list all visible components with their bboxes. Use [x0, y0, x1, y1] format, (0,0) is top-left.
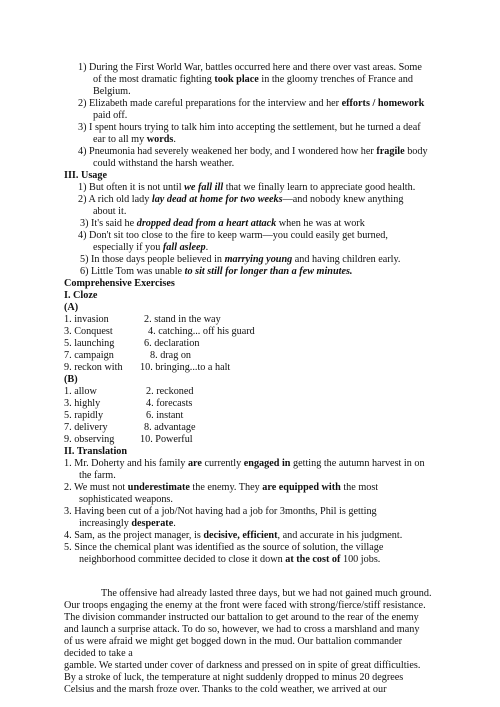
- passage-line-1: The offensive had already lasted three days, but we had not gained much ground.: [101, 588, 432, 599]
- cloze-a-3: 3. Conquest: [64, 326, 113, 337]
- translation-5-cont: neighborhood committee decided to close it down at the cost of 100 jobs.: [79, 554, 381, 565]
- vocab-item-2-line-2: paid off.: [93, 110, 128, 121]
- vocab-item-3-line-2: ear to all my words.: [93, 134, 176, 145]
- usage-heading: III. Usage: [64, 170, 108, 181]
- cloze-b-8: 8. advantage: [144, 422, 196, 433]
- cloze-b-4: 4. forecasts: [146, 398, 193, 409]
- cloze-a-9: 9. reckon with: [64, 362, 123, 373]
- passage-line-8: By a stroke of luck, the temperature at night suddenly dropped to minus 20 degrees: [64, 672, 404, 683]
- translation-5: 5. Since the chemical plant was identified as the source of solution, the village: [64, 542, 384, 553]
- cloze-b-3: 3. highly: [64, 398, 101, 409]
- cloze-a-6: 6. declaration: [144, 338, 200, 349]
- comprehensive-heading: Comprehensive Exercises: [64, 278, 175, 289]
- usage-item-3: 3) It's said he dropped dead from a heart attack when he was at work: [80, 218, 365, 229]
- cloze-b-2: 2. reckoned: [146, 386, 194, 397]
- usage-item-4: 4) Don't sit too close to the fire to keep warm—you could easily get burned,: [78, 230, 388, 241]
- translation-3: 3. Having been cut of a job/Not having had a job for 3months, Phil is getting: [64, 506, 377, 517]
- cloze-b-7: 7. delivery: [64, 422, 108, 433]
- usage-item-1: 1) But often it is not until we fall ill that we finally learn to appreciate good health.: [78, 182, 416, 193]
- passage-line-6: decided to take a: [64, 648, 133, 659]
- cloze-a-4: 4. catching... off his guard: [148, 326, 255, 337]
- passage-line-4: and launch a surprise attack. To do so, however, we had to cross a marshland and many: [64, 624, 420, 635]
- cloze-a-5: 5. launching: [64, 338, 115, 349]
- answer-took-place: took place: [214, 74, 259, 85]
- cloze-b-9: 9. observing: [64, 434, 115, 445]
- translation-heading: II. Translation: [64, 446, 128, 457]
- cloze-b-1: 1. allow: [64, 386, 97, 397]
- answer-words: words: [146, 134, 174, 145]
- passage-line-3: The division commander instructed our battalion to get around to the rear of the enemy: [64, 612, 419, 623]
- vocab-item-2-line-1: 2) Elizabeth made careful preparations for the interview and her efforts / homework: [78, 98, 425, 109]
- cloze-b-6: 6. instant: [146, 410, 184, 421]
- cloze-a-label: (A): [64, 302, 79, 313]
- passage-line-7: gamble. We started under cover of darkness and pressed on in spite of great difficulties.: [64, 660, 421, 671]
- usage-item-6: 6) Little Tom was unable to sit still for longer than a few minutes.: [80, 266, 353, 277]
- cloze-b-label: (B): [64, 374, 78, 385]
- cloze-b-5: 5. rapidly: [64, 410, 104, 421]
- cloze-b-10: 10. Powerful: [140, 434, 193, 445]
- passage-line-2: Our troops engaging the enemy at the front were faced with strong/fierce/stiff resistance.: [64, 600, 426, 611]
- cloze-a-2: 2. stand in the way: [144, 314, 221, 325]
- cloze-a-1: 1. invasion: [64, 314, 109, 325]
- vocab-item-4-line-1: 4) Pneumonia had severely weakened her body, and I wondered how her fragile body: [78, 146, 428, 157]
- vocab-item-1-line-3: Belgium.: [93, 86, 131, 97]
- answer-efforts: efforts / homework: [341, 98, 425, 109]
- usage-item-5: 5) In those days people believed in marrying young and having children early.: [80, 254, 401, 265]
- vocab-item-4-line-2: could withstand the harsh weather.: [93, 158, 235, 169]
- answer-fragile: fragile: [376, 146, 405, 157]
- translation-4: 4. Sam, as the project manager, is decisive, efficient, and accurate in his judgment.: [64, 530, 403, 541]
- usage-item-2: 2) A rich old lady lay dead at home for two weeks—and nobody knew anything: [78, 194, 404, 205]
- vocab-item-1-line-2: of the most dramatic fighting took place in the gloomy trenches of France and: [93, 74, 413, 85]
- vocab-item-3-line-1: 3) I spent hours trying to talk him into accepting the settlement, but he turned a deaf: [78, 122, 421, 133]
- passage-line-9: Celsius and the marsh froze over. Thanks to the cold weather, we arrived at our: [64, 684, 387, 695]
- vocab-item-1-line-1: 1) During the First World War, battles occurred here and there over vast areas. Some: [78, 62, 422, 73]
- translation-1: 1. Mr. Doherty and his family are currently engaged in getting the autumn harvest in on: [64, 458, 425, 469]
- translation-2-cont: sophisticated weapons.: [79, 494, 173, 505]
- cloze-a-8: 8. drag on: [150, 350, 192, 361]
- cloze-a-7: 7. campaign: [64, 350, 114, 361]
- usage-item-2-cont: about it.: [93, 206, 127, 217]
- passage-line-5: of us were afraid we might get bogged down in the mud. Our battalion commander: [64, 636, 403, 647]
- usage-item-4-cont: especially if you fall asleep.: [93, 242, 209, 253]
- cloze-a-10: 10. bringing...to a halt: [140, 362, 231, 373]
- translation-3-cont: increasingly desperate.: [79, 518, 176, 529]
- cloze-heading: I. Cloze: [64, 290, 98, 301]
- translation-1-cont: the farm.: [79, 470, 116, 481]
- translation-2: 2. We must not underestimate the enemy. They are equipped with the most: [64, 482, 379, 493]
